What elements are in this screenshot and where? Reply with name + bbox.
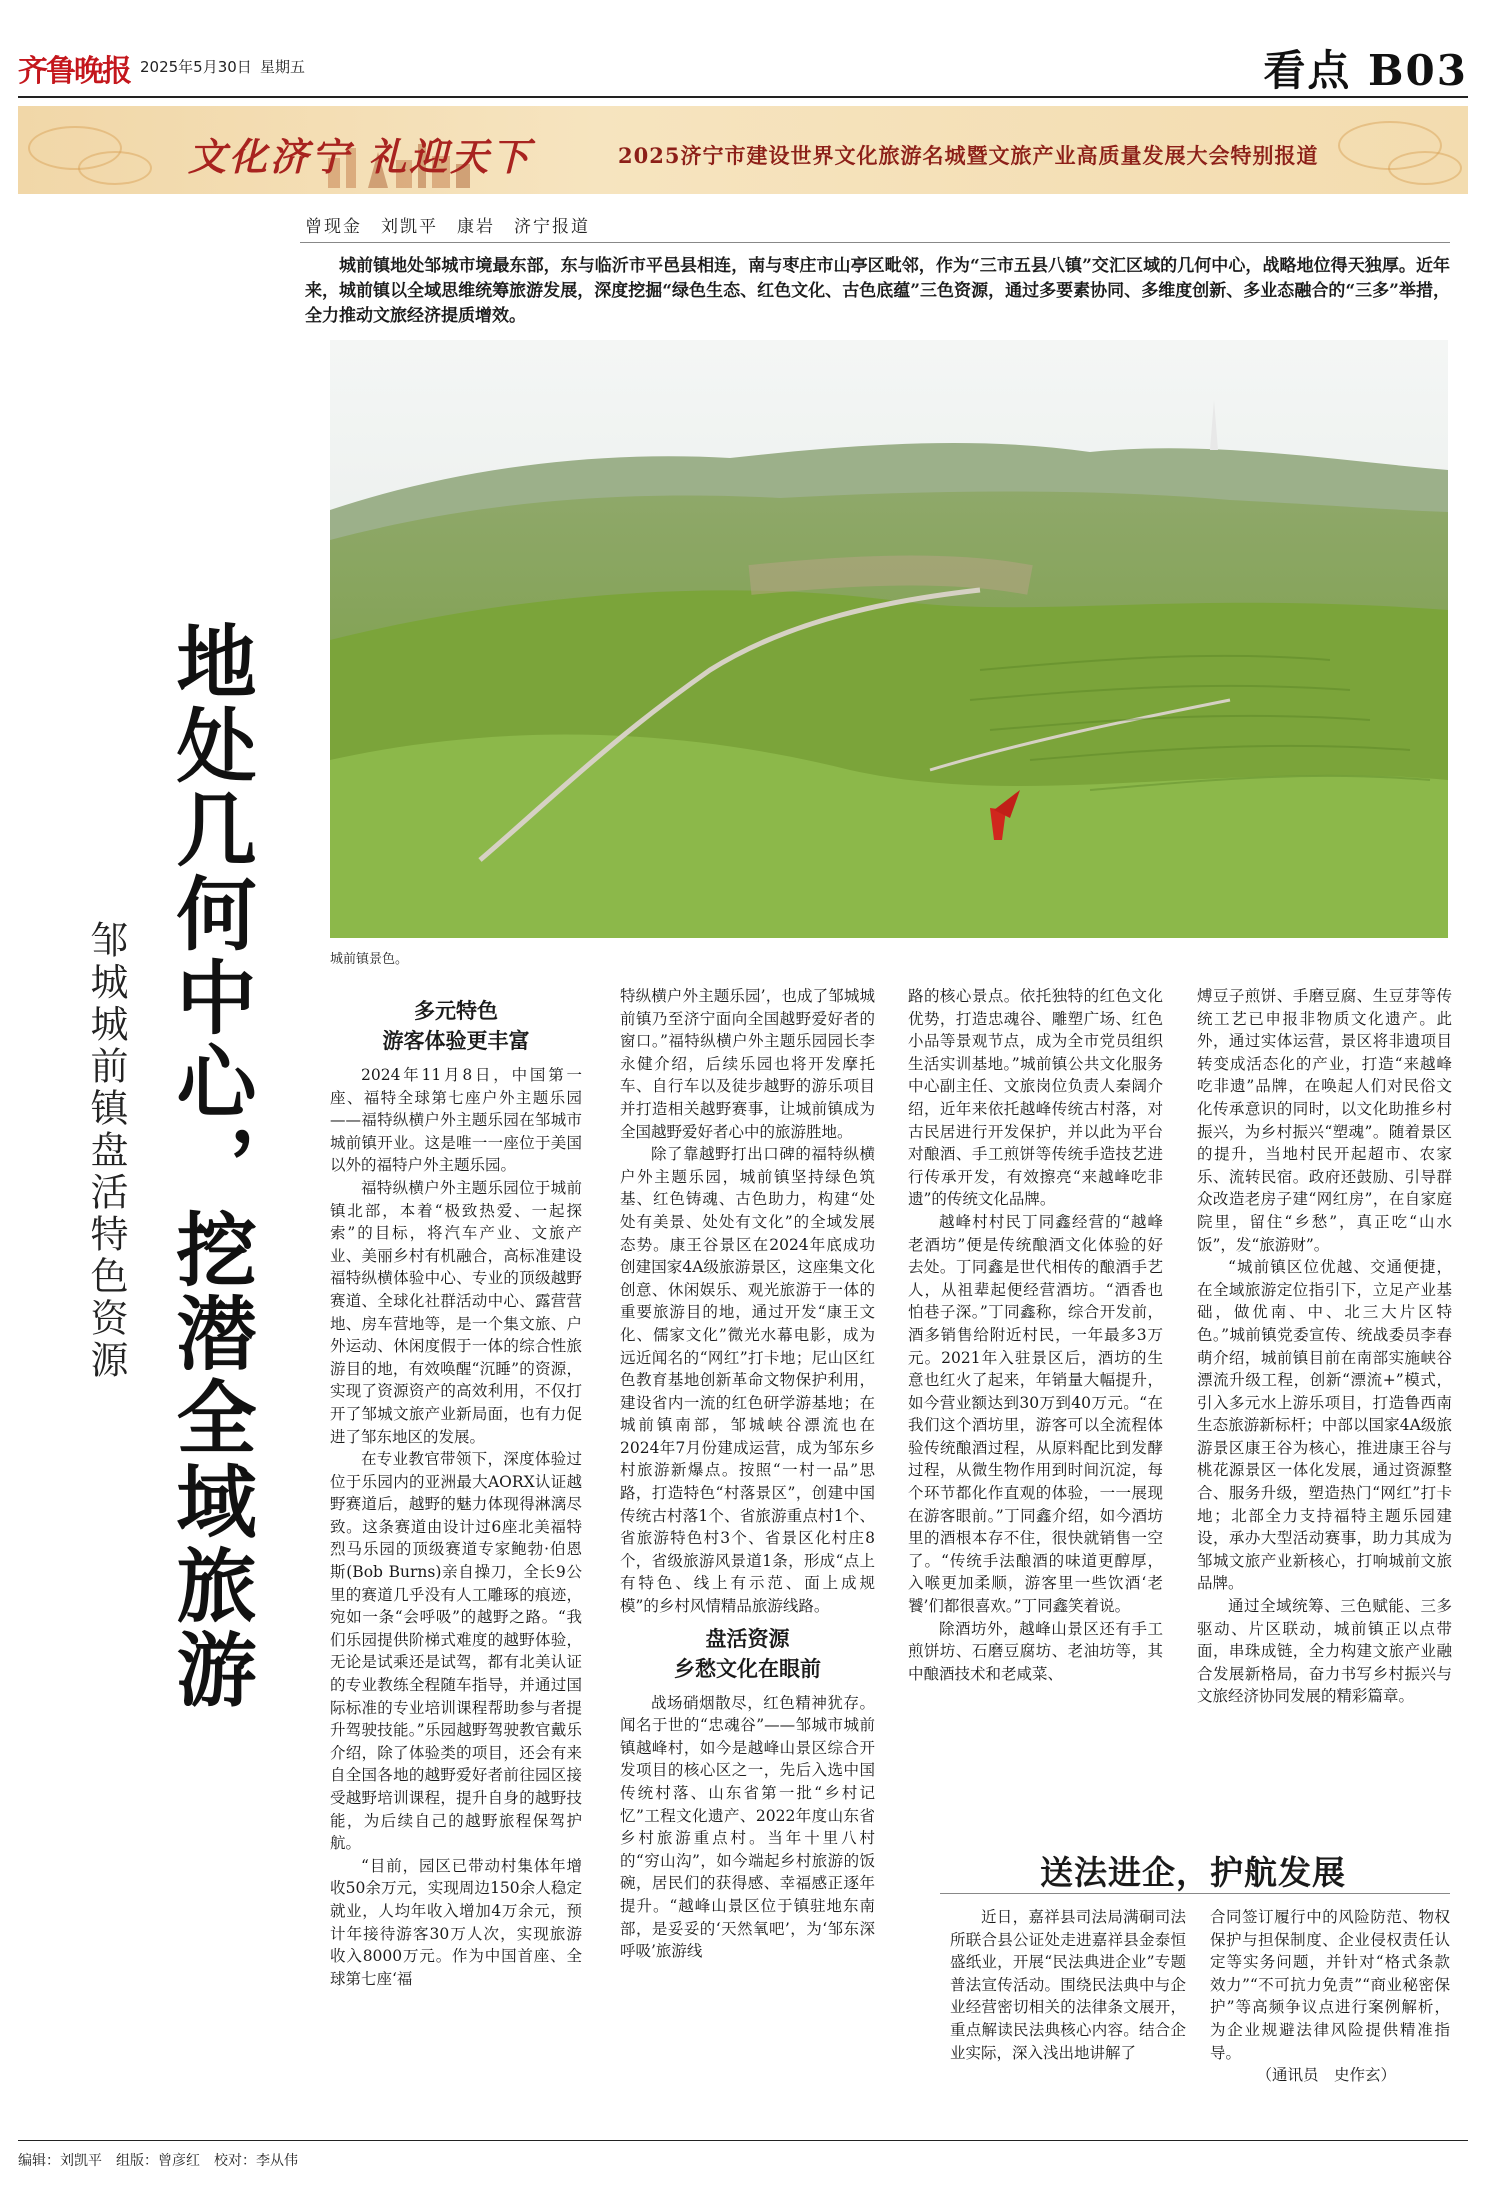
banner-title: 文化济宁 礼迎天下 [188, 134, 533, 179]
landscape-illustration [330, 340, 1448, 938]
section-heading-1: 多元特色 游客体验更丰富 [382, 998, 530, 1053]
article-paragraph: 在专业教官带领下，深度体验过位于乐园内的亚洲最大AORX认证越野赛道后，越野的魅力体现得淋漓尽致。这条赛道由设计过6座北美福特烈马乐园的顶级赛道专家鲍勃·伯恩斯(Bob Burns)亲自操刀，全长9公里的赛道几乎没有人工雕琢的痕迹，宛如一条“会呼吸”的越野之路。“我们乐园提供阶梯式难度的越野体验，无论是试乘还是试驾，都有北美认证的专业教练全程随车指导，并通过国际标准的专业培训课程帮助参与者提升驾驶技能。”乐园越野驾驶教官戴乐介绍，除了体验类的项目，还会有来自全国各地的越野爱好者前往园区接受越野培训课程，提升自身的越野技能，为后续自己的越野旅程保驾护航。 [330, 1450, 582, 1853]
byline: 曾现金 刘凯平 康岩 济宁报道 [305, 217, 590, 237]
article-paragraph: “城前镇区位优越、交通便捷，在全域旅游定位指引下，立足产业基础，做优南、中、北三大片区特色。”城前镇党委宣传、统战委员李春萌介绍，城前镇目前在南部实施峡谷漂流升级工程，创新“漂流+”模式，引入多元水上游乐项目，打造鲁西南生态旅游新标杆；中部以国家4A级旅游景区康王谷为核心，推进康王谷与桃花源景区一体化发展，通过资源整合、服务升级，塑造热门“网红”打卡地；北部全力支持福特主题乐园建设，承办大型活动赛事，助力其成为邹城文旅产业新核心，打响城前文旅品牌。 [1197, 1258, 1452, 1593]
article-paragraph: 除了靠越野打出口碑的福特纵横户外主题乐园，城前镇坚持绿色筑基、红色铸魂、古色助力，构建“处处有美景、处处有文化”的全域发展态势。康王谷景区在2024年底成功创建国家4A级旅游景区，这座集文化创意、休闲娱乐、观光旅游于一体的重要旅游目的地，通过开发“康王文化、儒家文化”微光水幕电影，成为远近闻名的“网红”打卡地；尼山区红色教育基地创新革命文物保护利用，建设省内一流的红色研学游基地；在城前镇南部，邹城峡谷漂流也在2024年7月份建成运营，成为邹东乡村旅游新爆点。按照“一村一品”思路，打造特色“村落景区”，创建中国传统古村落1个、省旅游重点村1个、省旅游特色村3个、省景区化村庄8个，省级旅游风景道1条，形成“点上有特色、线上有示范、面上成规模”的乡村风情精品旅游线路。 [620, 1145, 875, 1616]
landscape-photo [330, 340, 1448, 938]
special-report-banner [18, 106, 1468, 194]
issue-weekday: 星期五 [260, 58, 306, 76]
article-column-3 [908, 985, 1163, 1685]
legal-brief-paragraph: 合同签订履行中的风险防范、物权保护与担保制度、企业侵权责任认定等实务问题，并针对“格式条款效力”“不可抗力免责”“商业秘密保护”等高频争议点进行案例解析，为企业规避法律风险提供精准指导。 [1210, 1908, 1450, 2062]
legal-brief-title: 送法进企，护航发展 [1040, 1853, 1346, 1892]
sub-headline: 邹城城前镇盘活特色资源 [84, 920, 128, 1382]
newspaper-logo: 齐鲁晚报 [18, 54, 130, 89]
cloud-ornament [78, 151, 152, 185]
legal-brief-left [950, 1906, 1186, 2064]
article-column-1 [330, 990, 582, 1990]
legal-brief-paragraph: 近日，嘉祥县司法局满硐司法所联合县公证处走进嘉祥县金泰恒盛纸业，开展“民法典进企业”专题普法宣传活动。围绕民法典中与企业经营密切相关的法律条文展开，重点解读民法典核心内容。结合企业实际，深入浅出地讲解了 [950, 1908, 1186, 2062]
cloud-ornament [1388, 151, 1462, 185]
lead-paragraph: 城前镇地处邹城市境最东部，东与临沂市平邑县相连，南与枣庄市山亭区毗邻，作为“三市五县八镇”交汇区域的几何中心，战略地位得天独厚。近年来，城前镇以全域思维统筹旅游发展，深度挖掘“绿色生态、红色文化、古色底蕴”三色资源，通过多要素协同、多维度创新、多业态融合的“三多”举措，全力推动文旅经济提质增效。 [305, 256, 1450, 326]
legal-brief-author: （通讯员 史作玄） [1256, 2066, 1397, 2085]
article-paragraph: 战场硝烟散尽，红色精神犹存。闻名于世的“忠魂谷”——邹城市城前镇越峰村，如今是越峰山景区综合开发项目的核心区之一，先后入选中国传统村落、山东省第一批“乡村记忆”工程文化遗产、2022年度山东省乡村旅游重点村。当年十里八村的“穷山沟”，如今端起乡村旅游的饭碗，居民们的获得感、幸福感正逐年提升。“越峰山景区位于镇驻地东南部，是妥妥的‘天然氧吧’，为‘邹东深呼吸’旅游线 [620, 1693, 875, 1961]
article-column-4 [1197, 985, 1452, 1708]
page-section: 看点 B03 [1263, 46, 1468, 95]
article-paragraph: “目前，园区已带动村集体年增收50余万元，实现周边150余人稳定就业，人均年收入增加4万余元，预计年接待游客30万人次，实现旅游收入8000万元。作为中国首座、全球第七座‘福 [330, 1856, 582, 1988]
article-paragraph: 福特纵横户外主题乐园位于城前镇北部，本着“极致热爱、一起探索”的目标，将汽车产业、文旅产业、美丽乡村有机融合，高标准建设福特纵横体验中心、专业的顶级越野赛道、全球化社群活动中心、露营营地、房车营地等，是一个集文旅、户外运动、休闲度假于一体的综合性旅游目的地，有效唤醒“沉睡”的资源，实现了资源资产的高效利用，不仅打开了邹城文旅产业新局面，也有力促进了邹东地区的发展。 [330, 1178, 582, 1446]
article-paragraph: 越峰村村民丁同鑫经营的“越峰老酒坊”便是传统酿酒文化体验的好去处。丁同鑫是世代相传的酿酒手艺人，从祖辈起便经营酒坊。“酒香也怕巷子深。”丁同鑫称，综合开发前，酒多销售给附近村民，一年最多3万元。2021年入驻景区后，酒坊的生意也红火了起来，年销量大幅提升，如今营业额达到30万到40万元。“在我们这个酒坊里，游客可以全流程体验传统酿酒过程，从原料配比到发酵过程，从微生物作用到时间沉淀，每个环节都化作直观的体验，一一展现在游客眼前。”丁同鑫介绍，如今酒坊里的酒根本存不住，很快就销售一空了。“传统手法酿酒的味道更醇厚，入喉更加柔顺，游客里一些饮酒‘老饕’们都很喜欢。”丁同鑫笑着说。 [908, 1212, 1163, 1616]
editorial-credits: 编辑：刘凯平 组版：曾彦红 校对：李从伟 [18, 2153, 298, 2169]
article-column-2 [620, 985, 875, 1963]
main-headline: 地处几何中心，挖潜全域旅游 [163, 620, 257, 1712]
article-paragraph: 除酒坊外，越峰山景区还有手工煎饼坊、石磨豆腐坊、老油坊等，其中酿酒技术和老咸菜、 [908, 1619, 1163, 1683]
legal-brief-right [1210, 1906, 1450, 2087]
article-paragraph: 2024年11月8日，中国第一座、福特全球第七座户外主题乐园——福特纵横户外主题乐园在邹城市城前镇开业。这是唯一一座位于美国以外的福特户外主题乐园。 [330, 1066, 582, 1175]
photo-caption: 城前镇景色。 [330, 952, 409, 967]
masthead [18, 38, 1468, 95]
legal-brief-divider [940, 1893, 1450, 1894]
masthead-divider [18, 96, 1468, 98]
footer-divider [18, 2140, 1468, 2141]
article-paragraph: 煿豆子煎饼、手磨豆腐、生豆芽等传统工艺已申报非物质文化遗产。此外，通过实体运营，景区将非遗项目转变成活态化的产业，打造“来越峰吃非遗”品牌，在唤起人们对民俗文化传承意识的同时，以文化助推乡村振兴，为乡村振兴“塑魂”。随着景区的提升，当地村民开起超市、农家乐、流转民宿。政府还鼓励、引导群众改造老房子建“网红房”，在自家庭院里，留住“乡愁”，真正吃“山水饭”，发“旅游财”。 [1197, 987, 1452, 1254]
article-paragraph: 通过全域统筹、三色赋能、三多驱动、片区联动，城前镇正以点带面，串珠成链，全力构建文旅产业融合发展新格局，奋力书写乡村振兴与文旅经济协同发展的精彩篇章。 [1197, 1597, 1452, 1706]
article-paragraph: 特纵横户外主题乐园’，也成了邹城城前镇乃至济宁面向全国越野爱好者的窗口。”福特纵横户外主题乐园园长李永健介绍，后续乐园也将开发摩托车、自行车以及徒步越野的游乐项目并打造相关越野赛事，让城前镇成为全国越野爱好者心中的旅游胜地。 [620, 987, 875, 1141]
issue-date: 2025年5月30日 [140, 58, 252, 76]
article-paragraph: 路的核心景点。依托独特的红色文化优势，打造忠魂谷、雕塑广场、红色小品等景观节点，成为全市党员组织生活实训基地。”城前镇公共文化服务中心副主任、文旅岗位负责人秦阔介绍，近年来依托越峰传统古村落，对古民居进行开发保护，并以此为平台对酿酒、手工煎饼等传统手造技艺进行传承开发，有效擦亮“来越峰吃非遗”的传统文化品牌。 [908, 987, 1163, 1209]
byline-divider [300, 242, 1450, 243]
section-heading-2: 盘活资源 乡愁文化在眼前 [674, 1625, 821, 1681]
banner-subtitle: 2025济宁市建设世界文化旅游名城暨文旅产业高质量发展大会特别报道 [618, 143, 1319, 168]
